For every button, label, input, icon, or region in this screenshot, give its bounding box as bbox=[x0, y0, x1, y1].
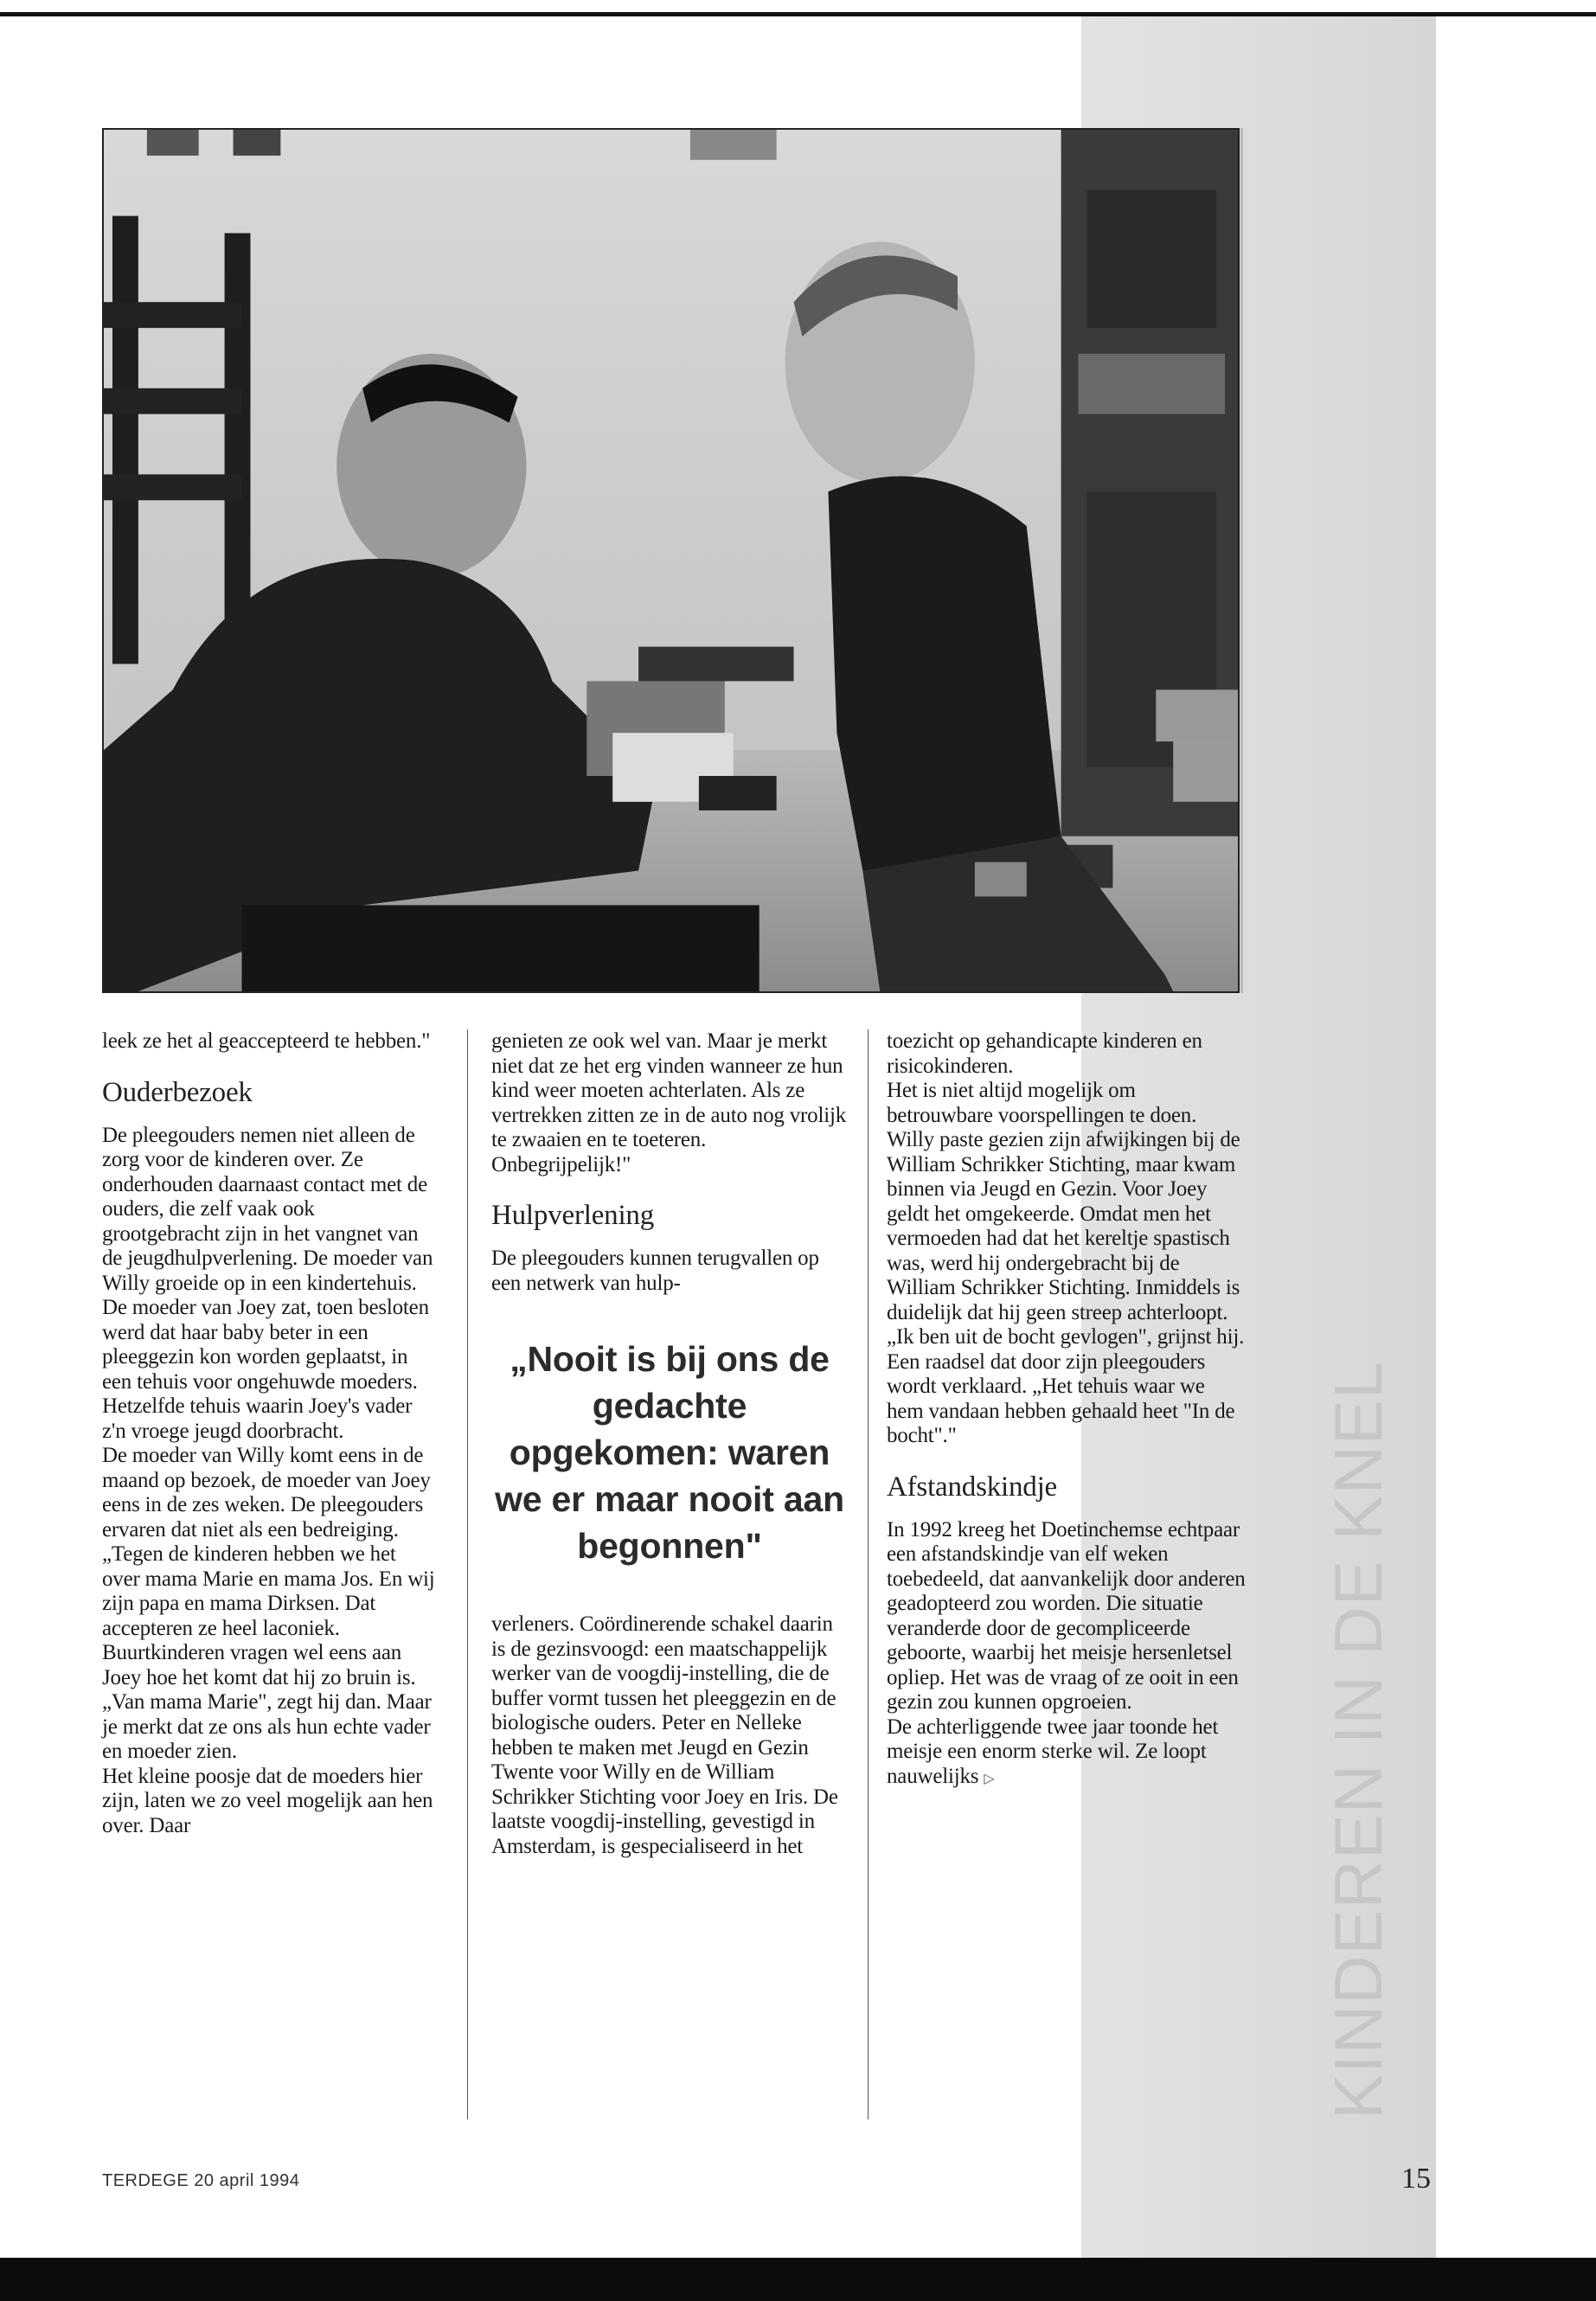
column-divider bbox=[868, 1029, 869, 2119]
column-divider bbox=[467, 1029, 468, 2119]
paragraph: De moeder van Willy komt eens in de maand op bezoek, de moeder van Joey eens in de zes weken. De pleegouders ervaren dat niet als een bedreiging. „Tegen de kinderen hebben we het over mama Marie en mama Jos. En wij zijn papa en mama Dirksen. Dat accepteren ze heel laconiek. Buurtkinderen vragen wel eens aan Joey hoe het komt dat hij zo bruin is. „Van mama Marie", zegt hij dan. Maar je merkt dat ze ons als hun echte vader en moeder zien. bbox=[102, 1444, 435, 1763]
paragraph: Het kleine poosje dat de moeders hier zijn, laten we zo veel mogelijk aan hen over. Daar bbox=[102, 1764, 433, 1837]
text-column-3 bbox=[887, 1029, 1246, 1791]
continue-arrow-icon: ▷ bbox=[984, 1771, 995, 1786]
photo-side-rule bbox=[1240, 128, 1243, 993]
paragraph: verleners. Coördinerende schakel daarin is de gezinsvoogd: een maatschappelijk werker van de voogdij-instelling, die de buffer vormt tussen het pleeggezin en de biologische ouders. Peter en Nelleke hebben te maken met Jeugd en Gezin Twente voor Willy en de William Schrikker Stichting voor Joey en Iris. De laatste voogdij-instelling, gevestigd in Amsterdam, is gespecialiseerd in het bbox=[491, 1612, 838, 1858]
bottom-bar bbox=[0, 2258, 1596, 2301]
text-column-1 bbox=[102, 1029, 435, 1838]
paragraph: leek ze het al geaccepteerd te hebben." bbox=[102, 1029, 431, 1053]
paragraph: genieten ze ook wel van. Maar je merkt niet dat ze het erg vinden wanneer ze hun kind weer moeten achterlaten. Als ze vertrekken zitten ze in de auto nog vrolijk te zwaaien en te toeteren. Onbegrijpelijk!" bbox=[491, 1029, 847, 1176]
subhead-afstandskindje: Afstandskindje bbox=[887, 1471, 1058, 1503]
paragraph: In 1992 kreeg het Doetinchemse echtpaar een afstandskindje van elf weken toebedeeld, dat aanvankelijk door anderen geadopteerd zou worden. Die situatie veranderde door de gecompliceerde geboorte, waarbij het meisje hersenletsel opliep. Het was de vraag of ze ooit in een gezin zou kunnen opgroeien. bbox=[887, 1517, 1246, 1714]
paragraph: De pleegouders nemen niet alleen de zorg voor de kinderen over. Ze onderhouden daarnaast contact met de ouders, die zelf vaak ook grootgebracht zijn in het vangnet van de jeugdhulpverlening. De moeder van Willy groeide op in een kindertehuis. De moeder van Joey zat, toen besloten werd dat haar baby beter in een pleeggezin kon worden geplaatst, in een tehuis voor ongehuwde moeders. Hetzelfde tehuis waarin Joey's vader z'n vroege jeugd doorbracht. bbox=[102, 1123, 433, 1443]
paragraph bbox=[887, 1715, 1246, 1792]
photo-father-and-son-icon bbox=[104, 130, 1238, 991]
paragraph: De pleegouders kunnen terugvallen op een netwerk van hulp- bbox=[491, 1247, 819, 1295]
article-photo bbox=[102, 128, 1240, 993]
paragraph: Het is niet altijd mogelijk om betrouwbare voorspellingen te doen. Willy paste gezien zijn afwijkingen bij de William Schrikker Stichting, maar kwam binnen via Jeugd en Gezin. Voor Joey geldt het omgekeerde. Omdat men het vermoeden had dat het kereltje spastisch was, werd hij ondergebracht bij de William Schrikker Stichting. Inmiddels is duidelijk dat hij geen streep achterloopt. „Ik ben uit de bocht gevlogen", grijnst hij. Een raadsel dat door zijn pleegouders wordt verklaard. „Het tehuis waar we hem vandaan hebben gehaald heet "In de bocht"." bbox=[887, 1079, 1245, 1447]
subhead-ouderbezoek: Ouderbezoek bbox=[102, 1076, 253, 1108]
section-title: KINDEREN IN DE KNEL bbox=[1320, 1360, 1396, 2119]
paragraph: toezicht op gehandicapte kinderen en risicokinderen. bbox=[887, 1029, 1202, 1078]
paragraph-text: De achterliggende twee jaar toonde het meisje een enorm sterke wil. Ze loopt nauwelijks bbox=[887, 1715, 1219, 1788]
pull-quote: „Nooit is bij ons de gedachte opgekomen: waren we er maar nooit aan begonnen" bbox=[495, 1339, 844, 1566]
publication-footer: TERDEGE 20 april 1994 bbox=[102, 2171, 300, 2190]
subhead-hulpverlening: Hulpverlening bbox=[491, 1200, 655, 1231]
page-number: 15 bbox=[1401, 2163, 1431, 2195]
text-column-2 bbox=[491, 1029, 848, 1859]
